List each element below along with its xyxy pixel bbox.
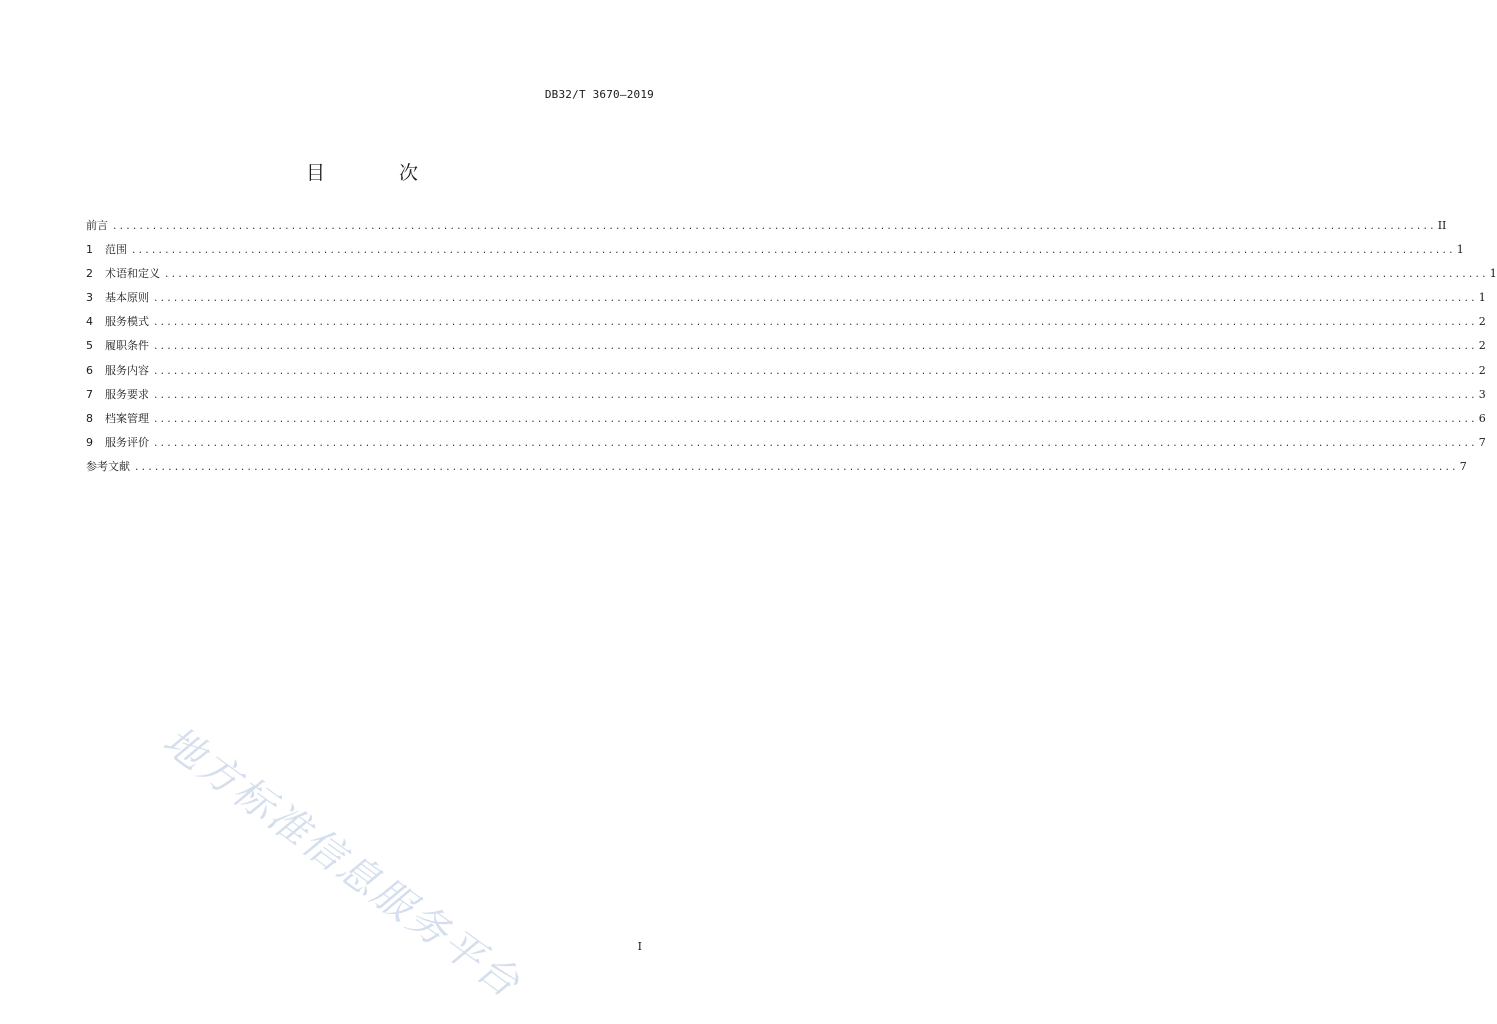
toc-entry-page: 3 xyxy=(1478,387,1486,401)
toc-entry-number: 1 xyxy=(86,243,93,257)
toc-entry-label: 服务内容 xyxy=(105,363,149,377)
toc-entry-page: 2 xyxy=(1478,339,1486,353)
toc-entry-foreword[interactable] xyxy=(86,214,1447,238)
toc-entry-service-requirements[interactable] xyxy=(86,383,1486,407)
toc-entry-label: 参考文献 xyxy=(86,459,130,473)
toc-leader-dots: ........................................................................................................................................................................................................ xyxy=(153,318,1477,329)
watermark-text: 地方标准信息服务平台 xyxy=(154,717,530,1008)
toc-entry-label: 服务评价 xyxy=(105,435,149,449)
toc-entry-label: 服务模式 xyxy=(105,315,149,329)
toc-leader-dots: ........................................................................................................................................................................................................ xyxy=(131,246,1455,257)
toc-entry-page: 1 xyxy=(1456,243,1464,257)
toc-leader-dots: ........................................................................................................................................................................................................ xyxy=(153,414,1477,425)
toc-entry-number: 8 xyxy=(86,411,93,425)
toc-entry-records[interactable] xyxy=(86,407,1486,431)
toc-entry-label: 履职条件 xyxy=(105,339,149,353)
toc-entry-evaluation[interactable] xyxy=(86,431,1486,455)
toc-entry-label: 范围 xyxy=(105,243,127,257)
toc-entry-page: 1 xyxy=(1478,291,1486,305)
toc-leader-dots: ........................................................................................................................................................................................................ xyxy=(164,270,1488,281)
toc-entry-page: 7 xyxy=(1459,459,1467,473)
toc-entry-number: 5 xyxy=(86,339,93,353)
toc-entry-page: II xyxy=(1437,219,1447,232)
toc-leader-dots: ........................................................................................................................................................................................................ xyxy=(134,462,1458,473)
toc-entry-page: 7 xyxy=(1478,435,1486,449)
toc-leader-dots: ........................................................................................................................................................................................................ xyxy=(153,342,1477,353)
page-number: I xyxy=(637,940,642,953)
toc-entry-scope[interactable] xyxy=(86,238,1464,262)
toc-entry-number: 3 xyxy=(86,291,93,305)
toc-entry-label: 服务要求 xyxy=(105,387,149,401)
toc-leader-dots: ........................................................................................................................................................................................................ xyxy=(153,294,1477,305)
toc-entry-label: 术语和定义 xyxy=(105,267,160,281)
toc-entry-principles[interactable] xyxy=(86,286,1486,310)
toc-entry-number: 4 xyxy=(86,315,93,329)
toc-leader-dots: ........................................................................................................................................................................................................ xyxy=(153,390,1477,401)
toc-entry-service-mode[interactable] xyxy=(86,310,1486,334)
toc-entry-page: 2 xyxy=(1478,315,1486,329)
toc-entry-label: 前言 xyxy=(86,219,108,232)
toc-entry-conditions[interactable] xyxy=(86,334,1486,358)
toc-entry-label: 档案管理 xyxy=(105,411,149,425)
toc-entry-number: 6 xyxy=(86,363,93,377)
toc-entry-references[interactable] xyxy=(86,455,1467,479)
toc-leader-dots: ........................................................................................................................................................................................................ xyxy=(153,366,1477,377)
toc-entry-page: 6 xyxy=(1478,411,1486,425)
toc-entry-number: 7 xyxy=(86,387,93,401)
toc-entry-service-content[interactable] xyxy=(86,359,1486,383)
toc-entry-label: 基本原则 xyxy=(105,291,149,305)
toc-leader-dots: ........................................................................................................................................................................................................ xyxy=(153,438,1477,449)
toc-title: 目 次 xyxy=(305,162,453,184)
document-code: DB32/T 3670—2019 xyxy=(544,88,654,101)
toc-entry-page: 2 xyxy=(1478,363,1486,377)
toc-leader-dots: ........................................................................................................................................................................................................ xyxy=(112,222,1436,232)
toc-entry-terms[interactable] xyxy=(86,262,1497,286)
toc-entry-page: 1 xyxy=(1489,267,1497,281)
toc-entry-number: 9 xyxy=(86,435,93,449)
toc-entry-number: 2 xyxy=(86,267,93,281)
table-of-contents xyxy=(86,214,1497,479)
